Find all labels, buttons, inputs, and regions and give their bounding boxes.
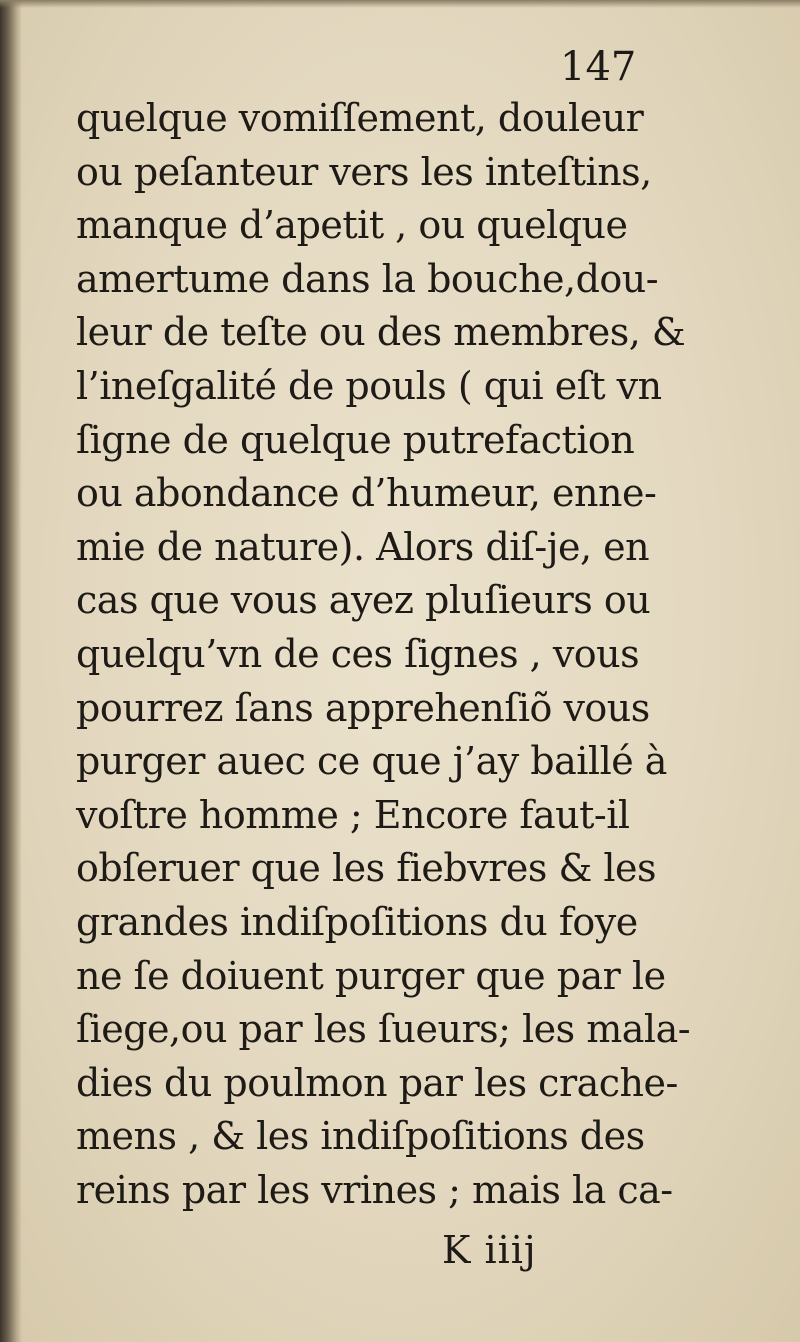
text-line: cas que vous ayez pluſieurs ou [76, 578, 651, 623]
text-block [76, 92, 691, 1217]
text-line: quelque vomiſſement, douleur [76, 96, 644, 140]
page-top-edge [0, 0, 800, 8]
text-line: ſiege,ou par les ſueurs; les mala- [76, 1007, 691, 1052]
text-line: l’ineſgalité de pouls ( qui eſt vn [76, 363, 662, 408]
text-line: purger auec ce que j’ay baillé à [76, 739, 667, 784]
text-line: obſeruer que les fiebvres & les [76, 846, 656, 891]
text-line: leur de teſte ou des membres, & [76, 310, 686, 355]
text-line: voſtre homme ; Encore faut-il [76, 792, 630, 837]
text-line: pourrez ſans apprehenſiõ vous [76, 685, 650, 730]
text-line: manque d’apetit , ou quelque [76, 203, 628, 248]
text-line: grandes indiſpoſitions du foye [76, 899, 638, 944]
text-line: mie de nature). Alors diſ-je, en [76, 524, 650, 569]
text-line: ne ſe doiuent purger que par le [76, 953, 666, 998]
text-line: ou abondance d’humeur, enne- [76, 471, 657, 516]
text-line: ou peſanteur vers les inteſtins, [76, 149, 652, 194]
text-line: reins par les vrines ; mais la ca- [76, 1167, 673, 1212]
text-line: amertume dans la bouche,dou- [76, 256, 659, 301]
text-line: mens , & les indiſpoſitions des [76, 1114, 645, 1159]
binding-shadow [0, 0, 22, 1342]
signature-mark: K iiij [442, 1228, 537, 1272]
text-line: quelqu’vn de ces ſignes , vous [76, 631, 640, 676]
page-number: 147 [560, 44, 637, 90]
text-line: ſigne de quelque putrefaction [76, 417, 635, 462]
text-line: dies du poulmon par les crache- [76, 1060, 678, 1105]
